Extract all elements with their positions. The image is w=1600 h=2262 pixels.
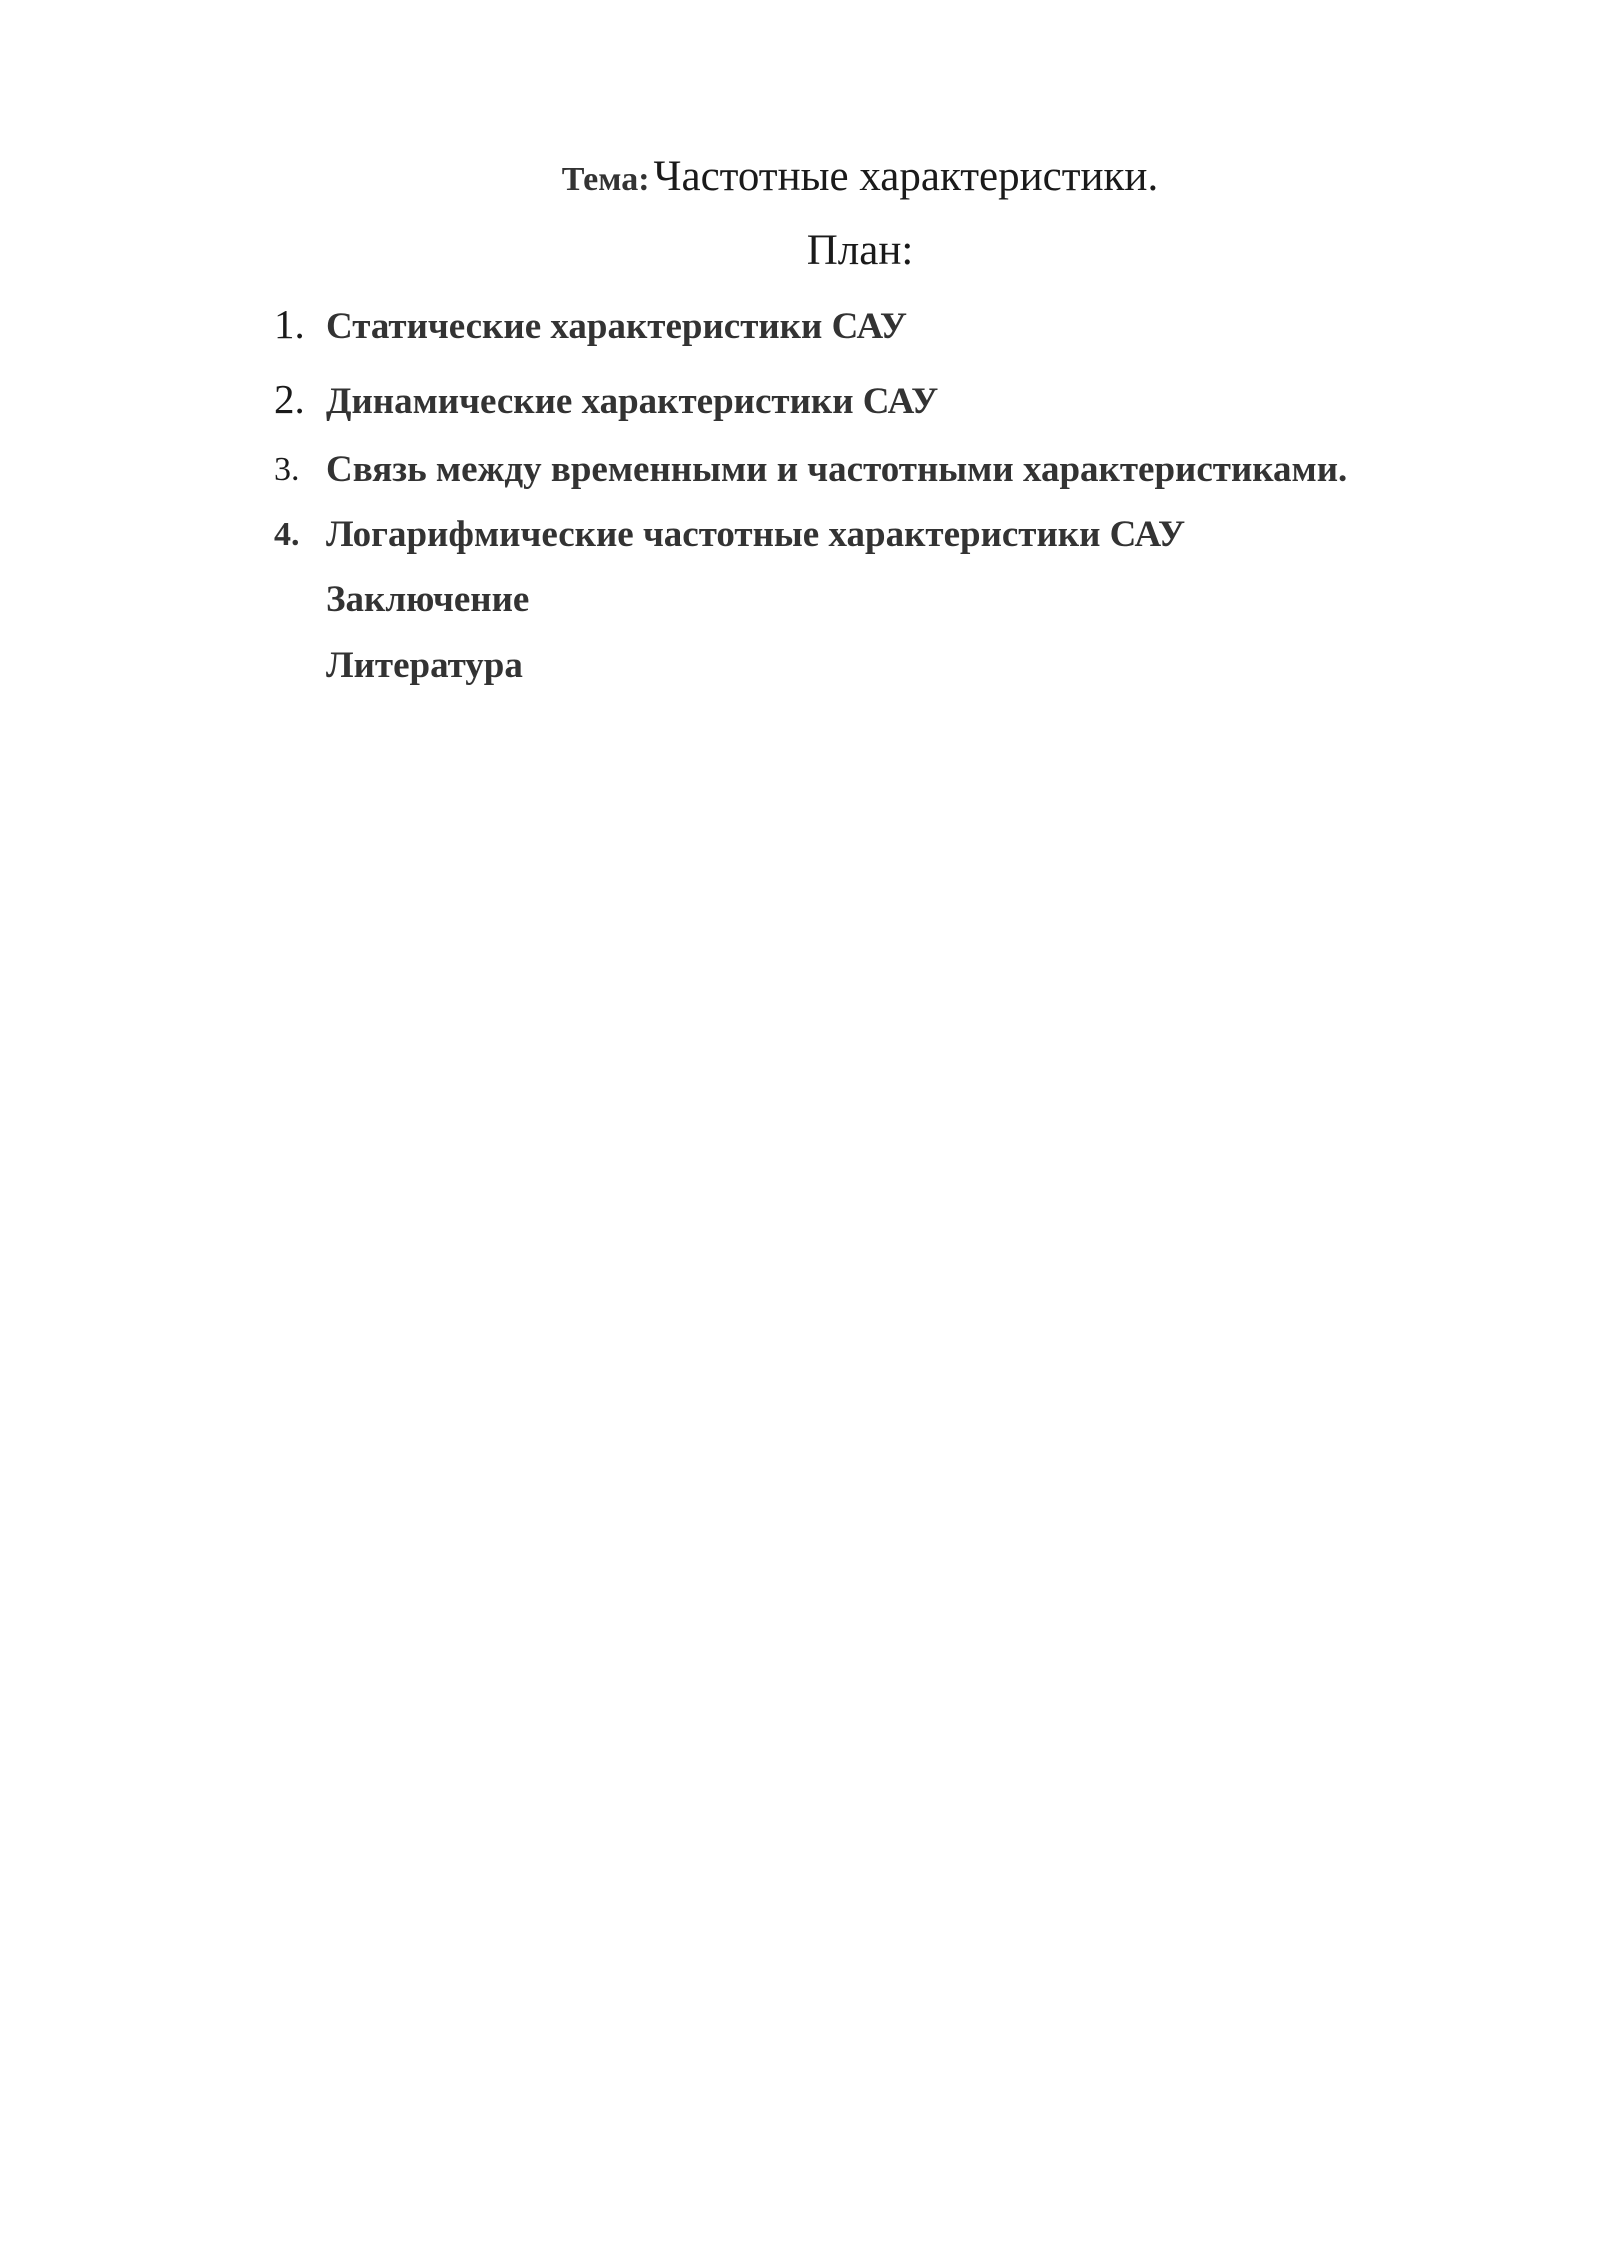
list-item-number: 2. [274,376,305,422]
list-item-text: Динамические характеристики САУ [326,381,939,422]
list-item-text: Статические характеристики САУ [326,306,908,347]
topic-label: Тема: [561,161,650,198]
list-item-number: 4. [274,516,300,553]
list-item-text: Заключение [326,579,530,620]
list-item-text: Связь между временными и частотными характеристиками. [326,449,1348,490]
list-item-text: Логарифмические частотные характеристики САУ [326,514,1186,555]
plan-heading: План: [806,227,914,274]
list-item-text: Литература [326,645,523,686]
list-item-number: 1. [274,301,305,347]
topic-text: Частотные характеристики. [653,153,1159,200]
list-item-number: 3. [274,451,300,488]
topic-line [0,152,1600,201]
